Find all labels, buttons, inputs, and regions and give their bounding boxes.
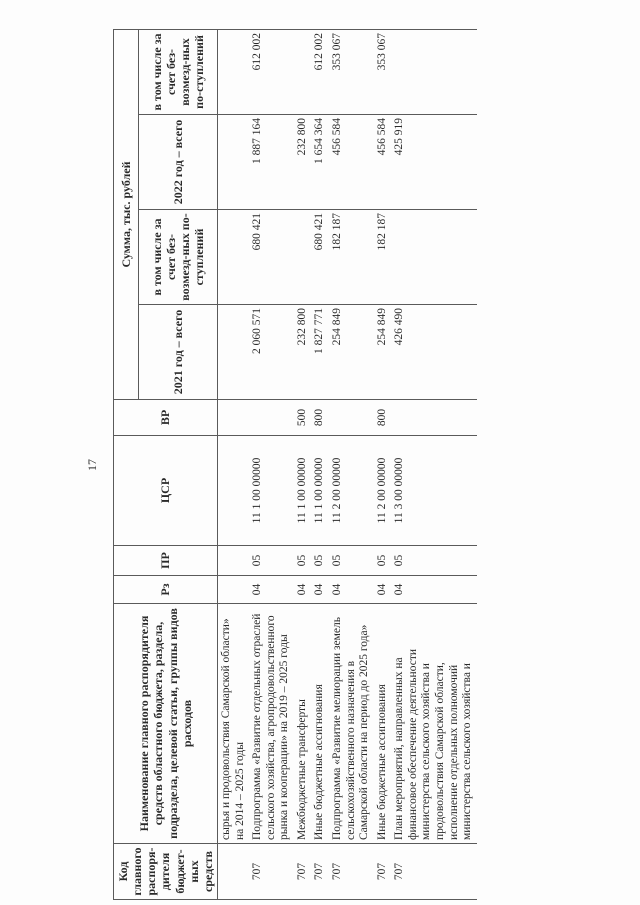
cell-rz: 04: [374, 576, 392, 604]
cell-rz: 04: [391, 576, 476, 604]
cell-pr: [218, 546, 250, 576]
cell-csr: 11 2 00 00000: [329, 436, 374, 546]
cell-2022-gratis: [391, 29, 476, 114]
cell-2021-total: [218, 305, 250, 400]
header-vr: ВР: [114, 400, 218, 436]
cell-pr: 05: [249, 546, 294, 576]
cell-2022-total: 232 800: [294, 115, 312, 210]
table-row: [311, 29, 329, 899]
cell-2022-gratis: 353 067: [374, 29, 392, 114]
cell-code: [218, 844, 250, 900]
cell-2022-total: 456 584: [374, 115, 392, 210]
cell-2021-total: 232 800: [294, 305, 312, 400]
cell-csr: 11 2 00 00000: [374, 436, 392, 546]
cell-2022-gratis: [294, 29, 312, 114]
cell-csr: 11 1 00 00000: [249, 436, 294, 546]
cell-2021-gratis: 182 187: [374, 210, 392, 305]
header-2021-gratis: в том числе за счет без-возмезд-ных по-ступлений: [138, 210, 217, 305]
header-name: Наименование главного распорядителя средств областного бюджета, раздела, подраздела, целевой статьи, группы видов расходов: [114, 604, 218, 844]
cell-rz: 04: [329, 576, 374, 604]
cell-code: 707: [311, 844, 329, 900]
cell-vr: 800: [374, 400, 392, 436]
cell-2021-total: 1 827 771: [311, 305, 329, 400]
cell-2021-gratis: 680 421: [311, 210, 329, 305]
cell-pr: 05: [391, 546, 476, 576]
cell-vr: [218, 400, 250, 436]
header-2022-gratis: в том числе за счет без-возмезд-ных по-ступлений: [138, 29, 217, 114]
cell-rz: 04: [311, 576, 329, 604]
cell-csr: [218, 436, 250, 546]
cell-vr: [391, 400, 476, 436]
cell-code: 707: [391, 844, 476, 900]
cell-2022-total: 1 654 364: [311, 115, 329, 210]
cell-name: сырья и продовольствия Самарской области» на 2014 – 2025 годы: [218, 604, 250, 844]
cell-name: Подпрограмма «Развитие отдельных отраслей сельского хозяйства, агропродовольственного рынка и кооперации» на 2019 – 2025 годы: [249, 604, 294, 844]
header-pr: ПР: [114, 546, 218, 576]
header-code: Код главного распоря-дителя бюджет-ных средств: [114, 844, 218, 900]
cell-csr: 11 3 00 00000: [391, 436, 476, 546]
header-csr: ЦСР: [114, 436, 218, 546]
cell-pr: 05: [311, 546, 329, 576]
budget-table-wrapper: [113, 30, 477, 900]
cell-pr: 05: [294, 546, 312, 576]
cell-2022-gratis: 353 067: [329, 29, 374, 114]
cell-2022-total: [218, 115, 250, 210]
cell-vr: 800: [311, 400, 329, 436]
cell-rz: 04: [294, 576, 312, 604]
cell-rz: 04: [249, 576, 294, 604]
table-row: [329, 29, 374, 899]
cell-pr: 05: [374, 546, 392, 576]
cell-2022-total: 425 919: [391, 115, 476, 210]
cell-2021-total: 254 849: [329, 305, 374, 400]
table-row: [249, 29, 294, 899]
cell-2022-gratis: [218, 29, 250, 114]
cell-2022-total: 456 584: [329, 115, 374, 210]
cell-pr: 05: [329, 546, 374, 576]
table-row: [218, 29, 250, 899]
cell-csr: 11 1 00 00000: [294, 436, 312, 546]
cell-name: План мероприятий, направленных на финансовое обеспечение деятельности министерства сельского хозяйства и продовольствия Самарской области, исполнение отдельных полномочий министерства сельского хозяйства и: [391, 604, 476, 844]
cell-name: Подпрограмма «Развитие мелиорации земель сельскохозяйственного назначения в Самарской области на период до 2025 года»: [329, 604, 374, 844]
cell-2021-gratis: 182 187: [329, 210, 374, 305]
table-row: [374, 29, 392, 899]
cell-code: 707: [329, 844, 374, 900]
cell-2021-gratis: 680 421: [249, 210, 294, 305]
cell-vr: [249, 400, 294, 436]
header-rz: Рз: [114, 576, 218, 604]
header-sum-group: Сумма, тыс. рублей: [114, 29, 139, 399]
cell-2021-total: 426 490: [391, 305, 476, 400]
header-2022-total: 2022 год – всего: [138, 115, 217, 210]
cell-csr: 11 1 00 00000: [311, 436, 329, 546]
cell-code: 707: [374, 844, 392, 900]
rotated-table-sheet: [65, 30, 565, 900]
cell-2021-total: 2 060 571: [249, 305, 294, 400]
cell-2022-total: 1 887 164: [249, 115, 294, 210]
cell-2021-gratis: [218, 210, 250, 305]
cell-2022-gratis: 612 002: [311, 29, 329, 114]
page-number: 17: [85, 459, 99, 471]
cell-code: 707: [249, 844, 294, 900]
cell-2021-total: 254 849: [374, 305, 392, 400]
cell-vr: 500: [294, 400, 312, 436]
cell-vr: [329, 400, 374, 436]
cell-rz: [218, 576, 250, 604]
cell-2021-gratis: [391, 210, 476, 305]
cell-2022-gratis: 612 002: [249, 29, 294, 114]
table-row: [391, 29, 476, 899]
budget-table: [113, 29, 477, 900]
cell-name: Межбюджетные трансферты: [294, 604, 312, 844]
header-2021-total: 2021 год – всего: [138, 305, 217, 400]
table-row: [294, 29, 312, 899]
cell-code: 707: [294, 844, 312, 900]
cell-name: Иные бюджетные ассигнования: [311, 604, 329, 844]
cell-2021-gratis: [294, 210, 312, 305]
cell-name: Иные бюджетные ассигнования: [374, 604, 392, 844]
